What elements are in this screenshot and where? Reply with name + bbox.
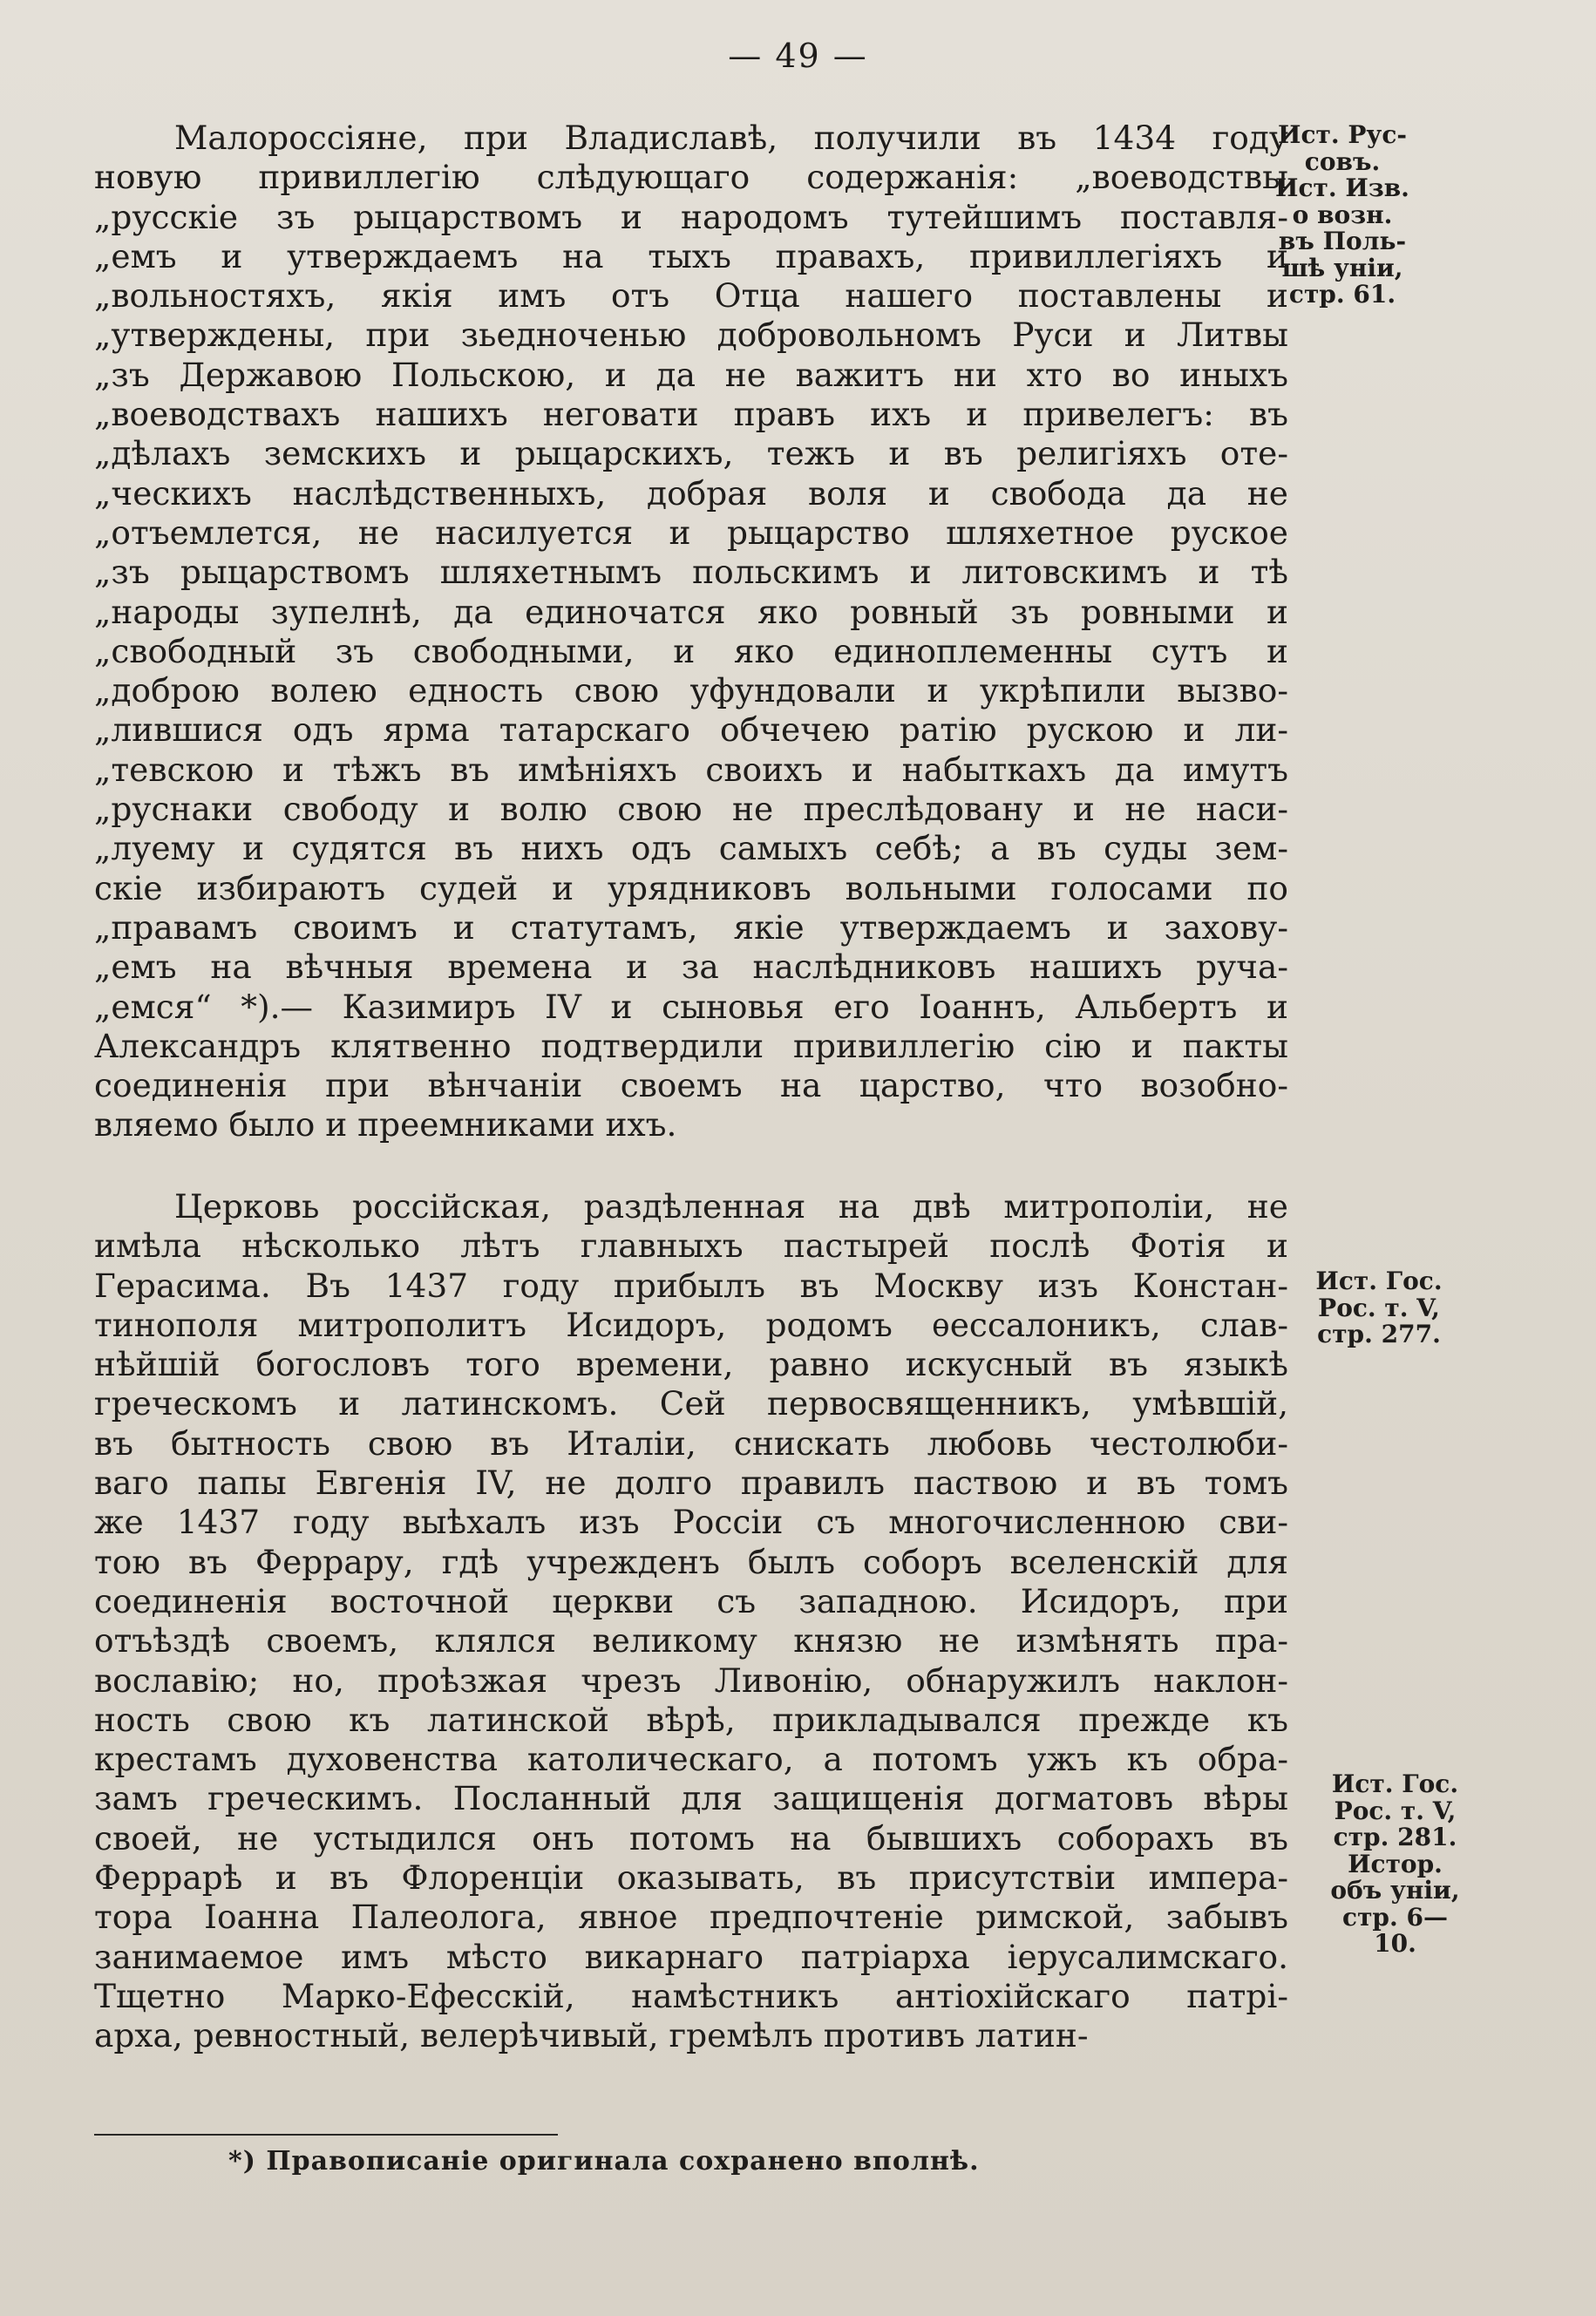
text-line: Герасима. Въ 1437 году прибылъ въ Москву изъ Констан- <box>94 1266 1288 1305</box>
margin-note-line: стр. 6— <box>1342 1902 1448 1932</box>
footnote-rule <box>94 2134 558 2136</box>
margin-note-line: стр. 61. <box>1288 280 1396 309</box>
paragraph-privilege <box>94 119 1288 1145</box>
paragraph-church <box>94 1187 1288 2056</box>
footnote: *) Правописаніе оригинала сохранено вполнѣ. <box>228 2146 980 2177</box>
text-line: „лившися одъ ярма татарскаго обчечею ратію рускою и ли- <box>94 710 1288 750</box>
text-line: нѣйшій богословъ того времени, равно искусный въ языкѣ <box>94 1345 1288 1384</box>
text-line: новую привиллегію слѣдующаго содержанія: „воеводствы <box>94 158 1288 197</box>
margin-note-line: Ист. Изв. <box>1275 173 1409 202</box>
margin-note-line: объ уніи, <box>1330 1876 1460 1905</box>
margin-note-line: шѣ уніи, <box>1281 253 1403 282</box>
text-line: „свободный зъ свободными, и яко единоплеменны сутъ и <box>94 631 1288 670</box>
text-line: „зъ рыцарствомъ шляхетнымъ польскимъ и литовскимъ и тѣ <box>94 553 1288 592</box>
margin-note-sources-3 <box>1314 1771 1476 1958</box>
text-line: „русскіе зъ рыцарствомъ и народомъ тутейшимъ поставля- <box>94 197 1288 236</box>
text-line: имѣла нѣсколько лѣтъ главныхъ пастырей послѣ Фотія и <box>94 1226 1288 1266</box>
margin-note-line: Рос. т. V, <box>1334 1796 1457 1825</box>
margin-note-line: 10. <box>1374 1929 1416 1958</box>
margin-note-line: стр. 277. <box>1317 1320 1441 1348</box>
text-line: ность свою къ латинской вѣрѣ, прикладывался прежде къ <box>94 1700 1288 1739</box>
text-line: „зъ Державою Польскою, и да не важитъ ни хто во иныхъ <box>94 355 1288 394</box>
margin-note-sources-1 <box>1268 122 1416 309</box>
text-line: занимаемое имъ мѣсто викарнаго патріарха іерусалимскаго. <box>94 1937 1288 1976</box>
text-line: тинополя митрополитъ Исидоръ, родомъ ѳессалоникъ, слав- <box>94 1305 1288 1344</box>
text-line: Александръ клятвенно подтвердили привиллегію сію и пакты <box>94 1026 1288 1065</box>
text-line: крестамъ духовенства католическаго, а потомъ ужъ къ обра- <box>94 1740 1288 1779</box>
text-line: „ческихъ наслѣдственныхъ, добрая воля и свобода да не <box>94 473 1288 513</box>
text-line: „отъемлется, не насилуется и рыцарство шляхетное руское <box>94 513 1288 552</box>
text-line: отъѣздѣ своемъ, клялся великому князю не измѣнять пра- <box>94 1621 1288 1661</box>
text-line: „тевскою и тѣжъ въ имѣніяхъ своихъ и набыткахъ да имутъ <box>94 750 1288 789</box>
text-line: „емъ на вѣчныя времена и за наслѣдниковъ нашихъ руча- <box>94 947 1288 987</box>
margin-note-line: Рос. т. V, <box>1318 1293 1440 1322</box>
text-line: же 1437 году выѣхалъ изъ Россіи съ многочисленною сви- <box>94 1503 1288 1542</box>
margin-note-line: Ист. Гос. <box>1331 1769 1459 1798</box>
text-line: своей, не устыдился онъ потомъ на бывшихъ соборахъ въ <box>94 1818 1288 1858</box>
text-line: соединенія при вѣнчаніи своемъ на царство, что возобно- <box>94 1066 1288 1105</box>
text-line: „емъ и утверждаемъ на тыхъ правахъ, привиллегіяхъ и <box>94 236 1288 275</box>
margin-note-line: Ист. Гос. <box>1315 1267 1443 1295</box>
text-line: вославію; но, проѣзжая чрезъ Ливонію, обнаружилъ наклон- <box>94 1661 1288 1700</box>
text-line: „доброю волею едность свою уфундовали и укрѣпили вызво- <box>94 671 1288 710</box>
text-line: греческомъ и латинскомъ. Сей первосвященникъ, умѣвшій, <box>94 1384 1288 1423</box>
text-line: въ бытность свою въ Италіи, снискать любовь честолюби- <box>94 1423 1288 1463</box>
text-line: „дѣлахъ земскихъ и рыцарскихъ, тежъ и въ религіяхъ оте- <box>94 434 1288 473</box>
margin-note-line: Истор. <box>1348 1849 1443 1878</box>
text-line: „утверждены, при зьедноченью добровольномъ Руси и Литвы <box>94 316 1288 355</box>
text-line: тора Іоанна Палеолога, явное предпочтеніе римской, забывъ <box>94 1898 1288 1937</box>
text-line: скіе избираютъ судей и урядниковъ вольными голосами по <box>94 868 1288 907</box>
text-line: „народы зупелнѣ, да единочатся яко ровный зъ ровными и <box>94 592 1288 631</box>
text-line: „воеводствахъ нашихъ неговати правъ ихъ и привелегъ: въ <box>94 395 1288 434</box>
text-line: соединенія восточной церкви съ западною. Исидоръ, при <box>94 1581 1288 1620</box>
text-line: Тщетно Марко-Ефесскій, намѣстникъ антіохійскаго патрі- <box>94 1976 1288 2015</box>
text-line: арха, ревностный, велерѣчивый, гремѣлъ противъ латин- <box>94 2016 1089 2055</box>
text-line: вляемо было и преемниками ихъ. <box>94 1105 677 1144</box>
text-line: „луему и судятся въ нихъ одъ самыхъ себѣ; а въ суды зем- <box>94 829 1288 868</box>
margin-note-line: стр. 281. <box>1333 1823 1457 1851</box>
text-line: „правамъ своимъ и статутамъ, якіе утверждаемъ и захову- <box>94 907 1288 947</box>
text-line: Церковь россійская, раздѣленная на двѣ митрополіи, не <box>174 1187 1288 1226</box>
text-line: Феррарѣ и въ Флоренціи оказывать, въ присутствіи импера- <box>94 1858 1288 1898</box>
page-number: — 49 — <box>728 37 868 75</box>
margin-note-line: въ Поль- <box>1278 227 1407 255</box>
margin-note-sources-2 <box>1305 1268 1453 1348</box>
text-line: замъ греческимъ. Посланный для защищенія догматовъ вѣры <box>94 1779 1288 1818</box>
text-line: Малороссіяне, при Владиславѣ, получили въ 1434 году <box>174 119 1288 157</box>
text-line: тою въ Феррару, гдѣ учрежденъ былъ соборъ вселенскій для <box>94 1542 1288 1581</box>
text-line: ваго папы Евгенія IV, не долго правилъ паствою и въ томъ <box>94 1464 1288 1503</box>
margin-note-line: о возн. <box>1292 200 1393 229</box>
margin-note-line: совъ. <box>1304 146 1381 176</box>
text-line: „емся“ *).— Казимиръ IV и сыновья его Іоаннъ, Альбертъ и <box>94 987 1288 1026</box>
text-line: „вольностяхъ, якія имъ отъ Отца нашего поставлены и <box>94 276 1288 316</box>
margin-note-line: Ист. Рус- <box>1278 120 1407 149</box>
text-line: „руснаки свободу и волю свою не преслѣдовану и не наси- <box>94 790 1288 829</box>
